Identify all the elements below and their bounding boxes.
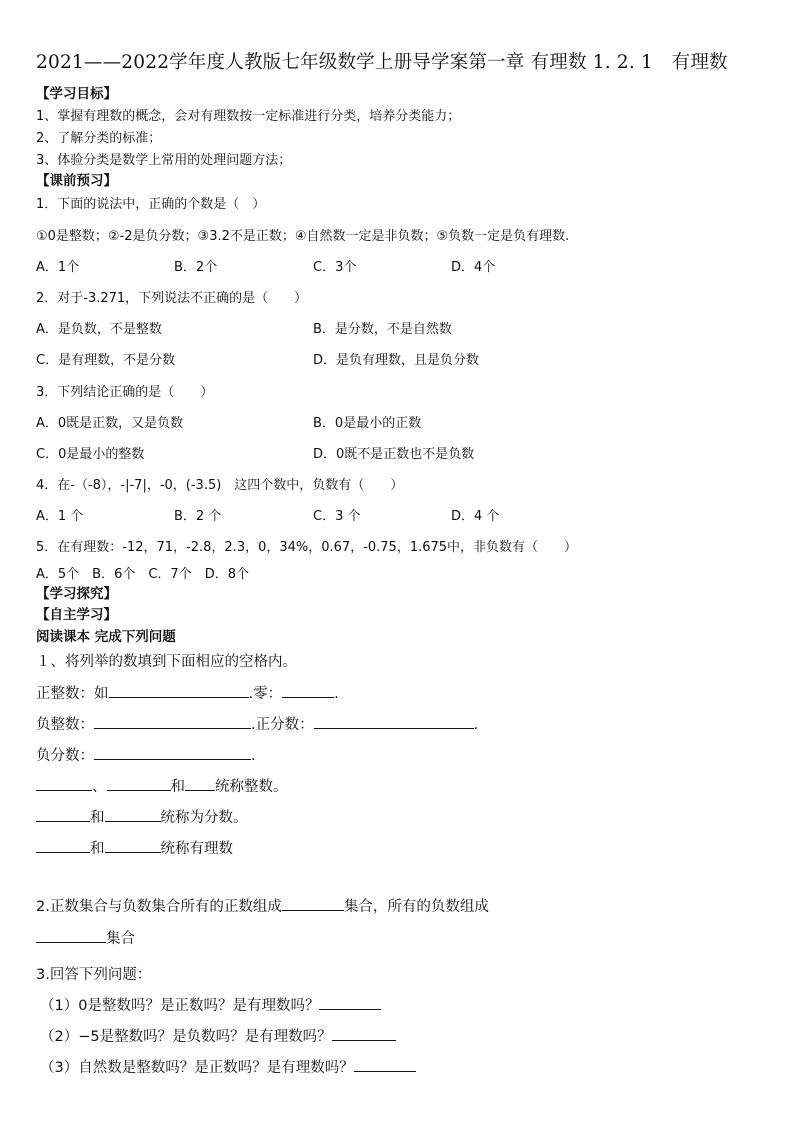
separator: 、 [92,779,107,795]
sub2-text: （2）−5是整数吗？是负数吗？是有理数吗？ [40,1029,332,1045]
q4-option-d: D．4 个 [451,509,500,524]
zero-blank[interactable] [282,684,334,698]
fraction-collect-row [36,806,248,827]
q3-option-d: D．0既不是正数也不是负数 [313,447,475,462]
q2-stem: 2．对于-3.271，下列说法不正确的是（ ） [36,291,308,306]
frac-blank-2[interactable] [105,808,161,822]
neg-frac-blank[interactable] [94,746,251,760]
pos-int-blank[interactable] [109,684,249,698]
pos-frac-label: .正分数： [251,717,314,733]
period: . [473,717,479,733]
q1-statements: ①0是整数；②-2是负分数；③3.2不是正数；④自然数一定是非负数；⑤负数一定是负有理数. [36,229,570,244]
question-3-2 [40,1025,396,1046]
sub1-blank[interactable] [319,996,381,1010]
page-title: 2021——2022学年度人教版七年级数学上册导学案第一章 有理数 1. 2. 1 有理数 [36,52,728,73]
positive-set-blank[interactable] [282,897,344,911]
q1-option-b: B．2个 [174,260,218,275]
neg-frac-row [36,744,256,765]
zero-label: .零： [248,686,283,702]
rational-blank-1[interactable] [36,839,90,853]
question-3-3 [40,1056,416,1077]
neg-int-blank[interactable] [94,715,251,729]
study-item-2-cont [36,927,135,948]
preview-header: 【课前预习】 [36,173,117,189]
study-item-1: １、将列举的数填到下面相应的空格内。 [36,654,297,670]
sub1-text: （1）0是整数吗？是正数吗？是有理数吗？ [40,998,320,1014]
pos-int-row [36,682,339,703]
q2-option-b: B．是分数，不是自然数 [313,322,452,337]
item2-text-b: 集合，所有的负数组成 [343,899,489,915]
q4-option-c: C．3 个 [313,509,361,524]
sub2-blank[interactable] [332,1027,396,1041]
goal-1: 1、掌握有理数的概念，会对有理数按一定标准进行分类，培养分类能力； [36,109,461,124]
and-label: 和 [90,841,105,857]
negative-set-blank[interactable] [36,929,106,943]
q5-options: A．5个 B．6个 C．7个 D．8个 [36,567,249,582]
pos-int-label: 正整数：如 [36,686,109,702]
q4-option-b: B．2 个 [174,509,222,524]
and-label: 和 [90,810,105,826]
collect-int-label: 统称整数。 [215,779,288,795]
goals-header: 【学习目标】 [36,86,117,102]
q4-stem: 4．在-（-8），-|-7|，-0，(-3.5) 这四个数中，负数有（ ） [36,478,404,493]
pos-frac-blank[interactable] [314,715,474,729]
goal-3: 3、体验分类是数学上常用的处理问题方法； [36,153,292,168]
item2-text-c: 集合 [106,931,135,947]
read-instruction: 阅读课本 完成下列问题 [36,629,176,645]
neg-int-label: 负整数： [36,717,94,733]
study-item-2 [36,895,489,916]
item2-text-a: 2.正数集合与负数集合所有的正数组成 [36,899,282,915]
sub3-text: （3）自然数是整数吗？是正数吗？是有理数吗？ [40,1060,354,1076]
q2-option-c: C．是有理数，不是分数 [36,353,176,368]
q5-stem: 5．在有理数：-12，71，-2.8，2.3，0，34%，0.67，-0.75，1.675中，非负数有（ ） [36,540,578,555]
question-3-1 [40,994,381,1015]
neg-int-row [36,713,478,734]
int-blank-3[interactable] [185,777,215,791]
q1-option-d: D．4个 [451,260,496,275]
q2-option-a: A．是负数，不是整数 [36,322,162,337]
q1-option-a: A．1个 [36,260,80,275]
study-item-3: 3.回答下列问题： [36,967,152,983]
self-study-header: 【自主学习】 [36,607,117,623]
q3-stem: 3．下列结论正确的是（ ） [36,385,214,400]
q1-option-c: C．3个 [313,260,357,275]
q2-option-d: D．是负有理数，且是负分数 [313,353,480,368]
and-label: 和 [170,779,185,795]
q3-option-a: A．0既是正数，又是负数 [36,416,184,431]
collect-rational-label: 统称有理数 [160,841,233,857]
q3-option-c: C．0是最小的整数 [36,447,145,462]
collect-frac-label: 统称为分数。 [160,810,248,826]
neg-frac-label: 负分数： [36,748,94,764]
int-blank-1[interactable] [36,777,92,791]
q1-stem: 1．下面的说法中，正确的个数是（ ） [36,197,266,212]
rational-blank-2[interactable] [105,839,161,853]
explore-header: 【学习探究】 [36,586,117,602]
q3-option-b: B．0是最小的正数 [313,416,422,431]
integer-collect-row [36,775,288,796]
rational-collect-row [36,837,233,858]
sub3-blank[interactable] [354,1058,416,1072]
frac-blank-1[interactable] [36,808,90,822]
q4-option-a: A．1 个 [36,509,84,524]
goal-2: 2、了解分类的标准； [36,131,162,146]
int-blank-2[interactable] [107,777,171,791]
period: . [334,686,339,702]
period: . [251,748,256,764]
